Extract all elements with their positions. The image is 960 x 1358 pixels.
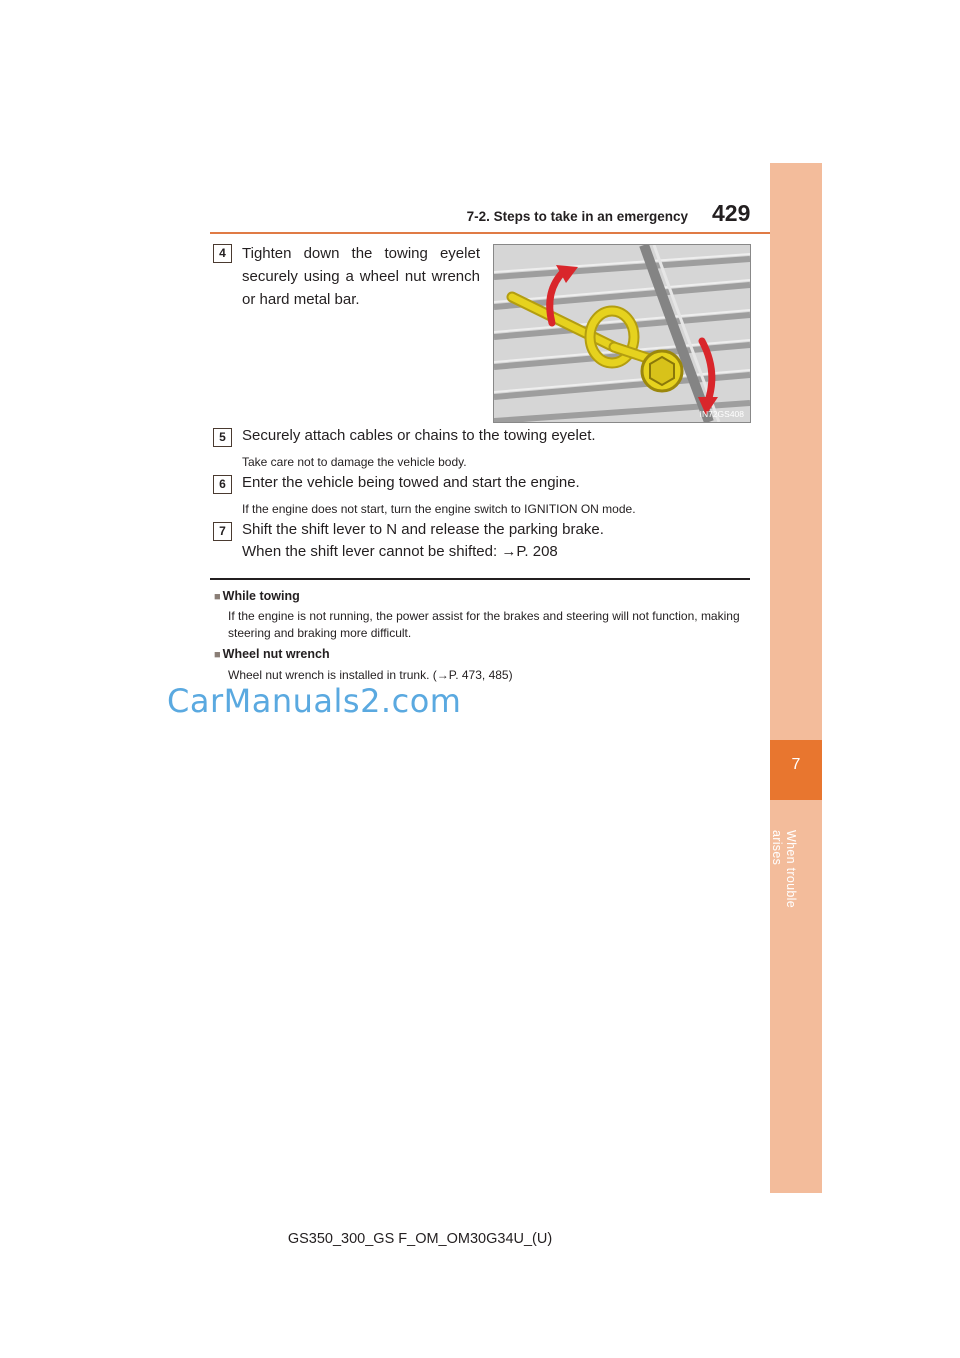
towing-eyelet-wrench-illustration [493,244,751,423]
section-divider [210,578,750,580]
step-6-badge: 6 [213,475,232,494]
illustration-code: IN72GS408 [699,409,744,419]
note-body-while-towing: If the engine is not running, the power assist for the brakes and steering will not function, making steering and braking more difficult. [228,609,740,640]
square-bullet-icon: ■ [214,649,221,661]
section-title: 7-2. Steps to take in an emergency [466,209,688,224]
footer-document-code: GS350_300_GS F_OM_OM30G34U_(U) [287,1231,553,1247]
chapter-side-tab [770,163,822,1193]
step-4-text: Tighten down the towing eyelet securely using a wheel nut wrench or hard metal bar. [242,245,480,308]
note-heading-text: While towing [222,589,300,603]
step-4-badge: 4 [213,244,232,263]
watermark: CarManuals2.com [167,682,462,720]
chapter-label: When trouble arises [770,830,798,908]
note-heading-wheel-nut-wrench [214,647,330,661]
chapter-number: 7 [791,756,801,773]
illustration-drawing [494,245,750,422]
note-body-wheel-nut-wrench: Wheel nut wrench is installed in trunk. (→P. 473, 485) [228,668,513,682]
square-bullet-icon: ■ [214,591,221,603]
step-7-text-cross-reference: When the shift lever cannot be shifted: →P. 208 [242,543,558,560]
step-5-text: Securely attach cables or chains to the towing eyelet. [242,427,596,444]
note-heading-text: Wheel nut wrench [222,647,330,661]
step-5-note: Take care not to damage the vehicle body. [242,455,467,469]
note-heading-while-towing [214,589,300,603]
step-6-text: Enter the vehicle being towed and start the engine. [242,474,580,491]
header-rule [210,232,822,234]
page-number: 429 [712,200,751,226]
step-7-badge: 7 [213,522,232,541]
step-5-badge: 5 [213,428,232,447]
step-7-text: Shift the shift lever to N and release the parking brake. [242,521,604,538]
step-6-note: If the engine does not start, turn the engine switch to IGNITION ON mode. [242,502,636,516]
